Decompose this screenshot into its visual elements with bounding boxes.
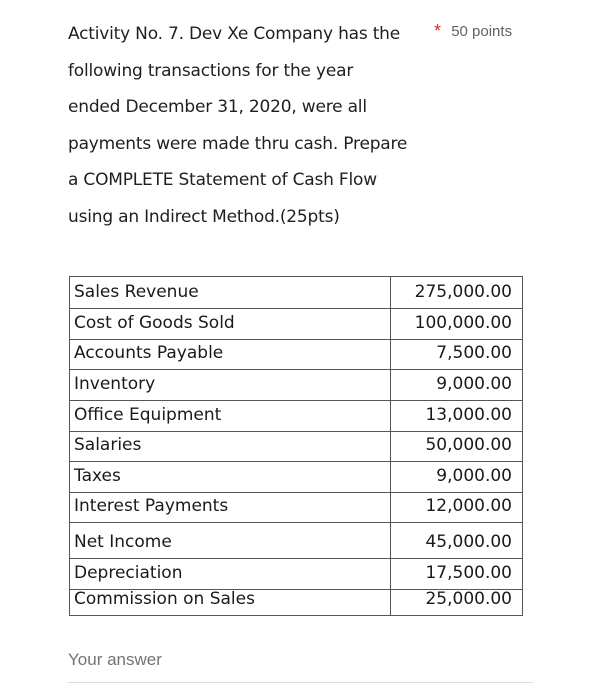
question-line: ended December 31, 2020, were all bbox=[68, 97, 367, 117]
transaction-label: Cost of Goods Sold bbox=[74, 313, 235, 333]
table-row bbox=[70, 278, 522, 309]
question-line: Activity No. 7. Dev Xe Company has the bbox=[68, 24, 401, 44]
transaction-amount: 13,000.00 bbox=[425, 405, 512, 425]
transactions-table bbox=[69, 276, 523, 616]
table-row bbox=[70, 339, 522, 370]
transaction-amount: 7,500.00 bbox=[436, 343, 512, 363]
transaction-amount: 25,000.00 bbox=[425, 589, 512, 609]
transaction-label: Inventory bbox=[74, 374, 156, 394]
transaction-amount: 50,000.00 bbox=[425, 435, 512, 455]
transaction-amount: 12,000.00 bbox=[425, 496, 512, 516]
transaction-amount: 9,000.00 bbox=[436, 374, 512, 394]
points-indicator bbox=[434, 20, 512, 41]
question-line: payments were made thru cash. Prepare bbox=[68, 133, 408, 154]
transaction-amount: 17,500.00 bbox=[425, 563, 512, 583]
transaction-label: Taxes bbox=[74, 466, 121, 486]
table-row bbox=[70, 585, 522, 615]
transaction-amount: 9,000.00 bbox=[436, 466, 512, 486]
transaction-amount: 45,000.00 bbox=[425, 532, 512, 552]
table-row bbox=[70, 462, 522, 493]
question-text bbox=[68, 16, 438, 235]
points-label: 50 points bbox=[451, 23, 513, 40]
transaction-label: Interest Payments bbox=[74, 496, 229, 516]
table-row bbox=[70, 492, 522, 523]
answer-underline bbox=[68, 682, 533, 683]
transaction-label: Sales Revenue bbox=[74, 282, 199, 302]
table-row bbox=[70, 309, 522, 340]
transaction-label: Salaries bbox=[74, 435, 142, 455]
transaction-label: Depreciation bbox=[74, 563, 183, 583]
transaction-label: Accounts Payable bbox=[74, 343, 224, 363]
transaction-amount: 100,000.00 bbox=[414, 313, 512, 333]
question-line: using an Indirect Method.(25pts) bbox=[68, 206, 340, 227]
answer-area bbox=[68, 650, 533, 683]
answer-input[interactable] bbox=[68, 650, 533, 678]
table-row bbox=[70, 431, 522, 462]
table-row bbox=[70, 401, 522, 432]
question-line: a COMPLETE Statement of Cash Flow bbox=[68, 170, 377, 190]
table-row bbox=[70, 370, 522, 401]
transaction-amount: 275,000.00 bbox=[414, 282, 512, 302]
transaction-label: Net Income bbox=[74, 532, 172, 552]
transaction-label: Commission on Sales bbox=[74, 589, 255, 609]
table-row bbox=[70, 528, 522, 559]
required-asterisk: * bbox=[434, 21, 442, 41]
question-line: following transactions for the year bbox=[68, 60, 354, 81]
transaction-label: Office Equipment bbox=[74, 405, 222, 425]
